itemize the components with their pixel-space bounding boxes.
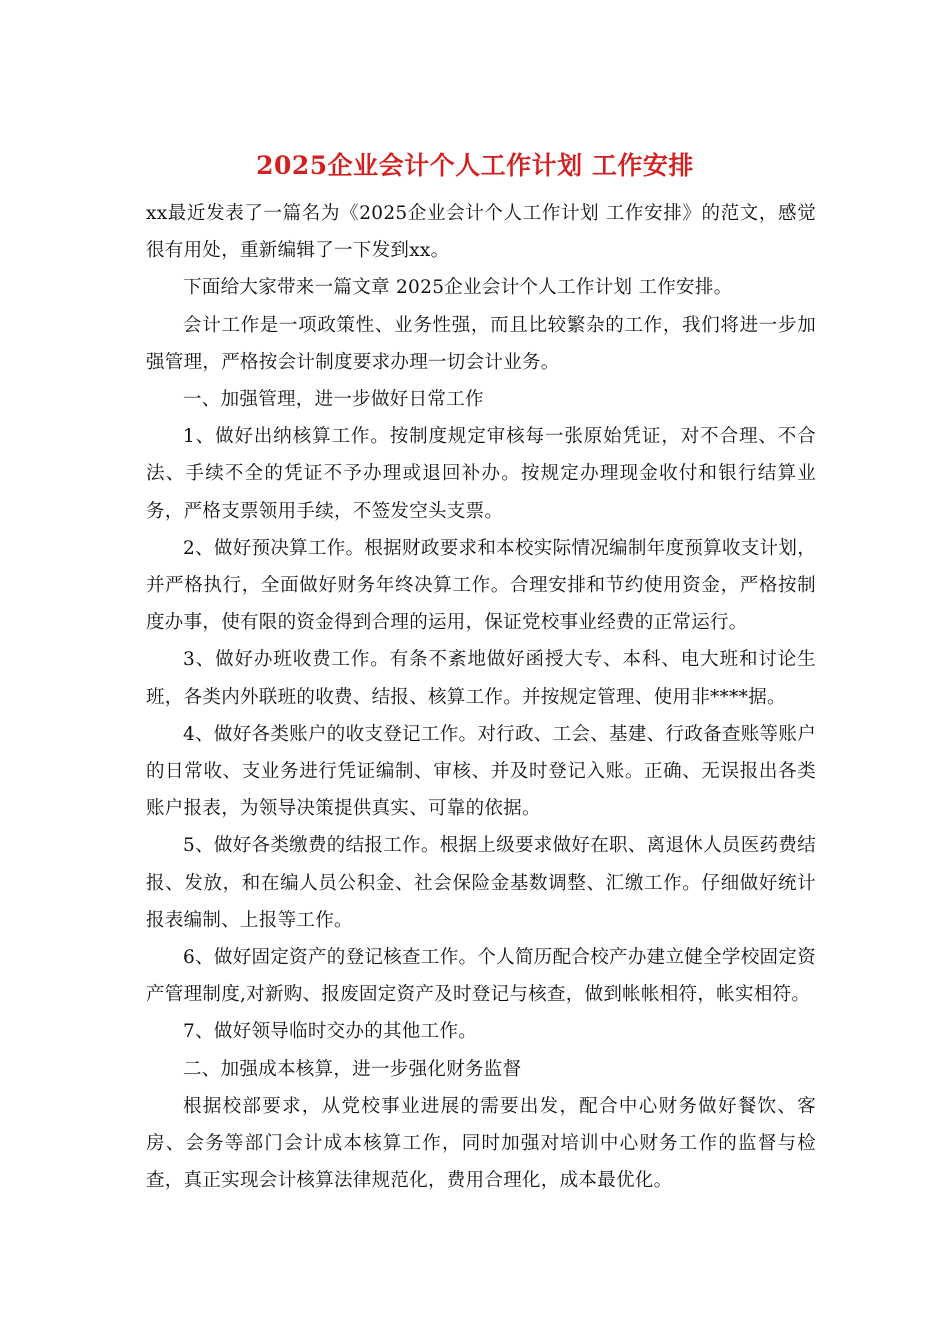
paragraph-section-2: 根据校部要求，从党校事业进展的需要出发，配合中心财务做好餐饮、客房、会务等部门会计成本核算工作，同时加强对培训中心财务工作的监督与检查，真正实现会计核算法律规范化，费用合理化，成本最优化。: [146, 1095, 816, 1192]
paragraph-intro: xx最近发表了一篇名为《2025企业会计个人工作计划 工作安排》的范文，感觉很有用处，重新编辑了一下发到xx。: [146, 203, 816, 262]
paragraph-lead: 下面给大家带来一篇文章 2025企业会计个人工作计划 工作安排。: [183, 277, 733, 299]
paragraph-overview: 会计工作是一项政策性、业务性强，而且比较繁杂的工作，我们将进一步加强管理，严格按会计制度要求办理一切会计业务。: [146, 314, 816, 373]
document-body: [146, 195, 816, 1199]
paragraph-item-7: 7、做好领导临时交办的其他工作。: [183, 1021, 478, 1043]
paragraph-item-1: 1、做好出纳核算工作。按制度规定审核每一张原始凭证，对不合理、不合法、手续不全的凭证不予办理或退回补办。按规定办理现金收付和银行结算业务，严格支票领用手续，不签发空头支票。: [146, 426, 816, 522]
section-heading-2: 二、加强成本核算，进一步强化财务监督: [183, 1058, 522, 1080]
paragraph-item-4: 4、做好各类账户的收支登记工作。对行政、工会、基建、行政备查账等账户的日常收、支业务进行凭证编制、审核、并及时登记入账。正确、无误报出各类账户报表，为领导决策提供真实、可靠的依据。: [146, 723, 816, 820]
paragraph-item-5: 5、做好各类缴费的结报工作。根据上级要求做好在职、离退休人员医药费结报、发放，和在编人员公积金、社会保险金基数调整、汇缴工作。仔细做好统计报表编制、上报等工作。: [146, 835, 816, 931]
document-title: 2025企业会计个人工作计划 工作安排: [256, 151, 694, 180]
paragraph-item-6: 6、做好固定资产的登记核查工作。个人简历配合校产办建立健全学校固定资产管理制度,对新购、报废固定资产及时登记与核查，做到帐帐相符，帐实相符。: [146, 947, 816, 1006]
paragraph-item-2: 2、做好预决算工作。根据财政要求和本校实际情况编制年度预算收支计划，并严格执行，全面做好财务年终决算工作。合理安排和节约使用资金，严格按制度办事，使有限的资金得到合理的运用，保证党校事业经费的正常运行。: [146, 537, 816, 634]
paragraph-item-3: 3、做好办班收费工作。有条不紊地做好函授大专、本科、电大班和讨论生班，各类内外联班的收费、结报、核算工作。并按规定管理、使用非****据。: [146, 649, 816, 708]
section-heading-1: 一、加强管理，进一步做好日常工作: [183, 389, 484, 411]
